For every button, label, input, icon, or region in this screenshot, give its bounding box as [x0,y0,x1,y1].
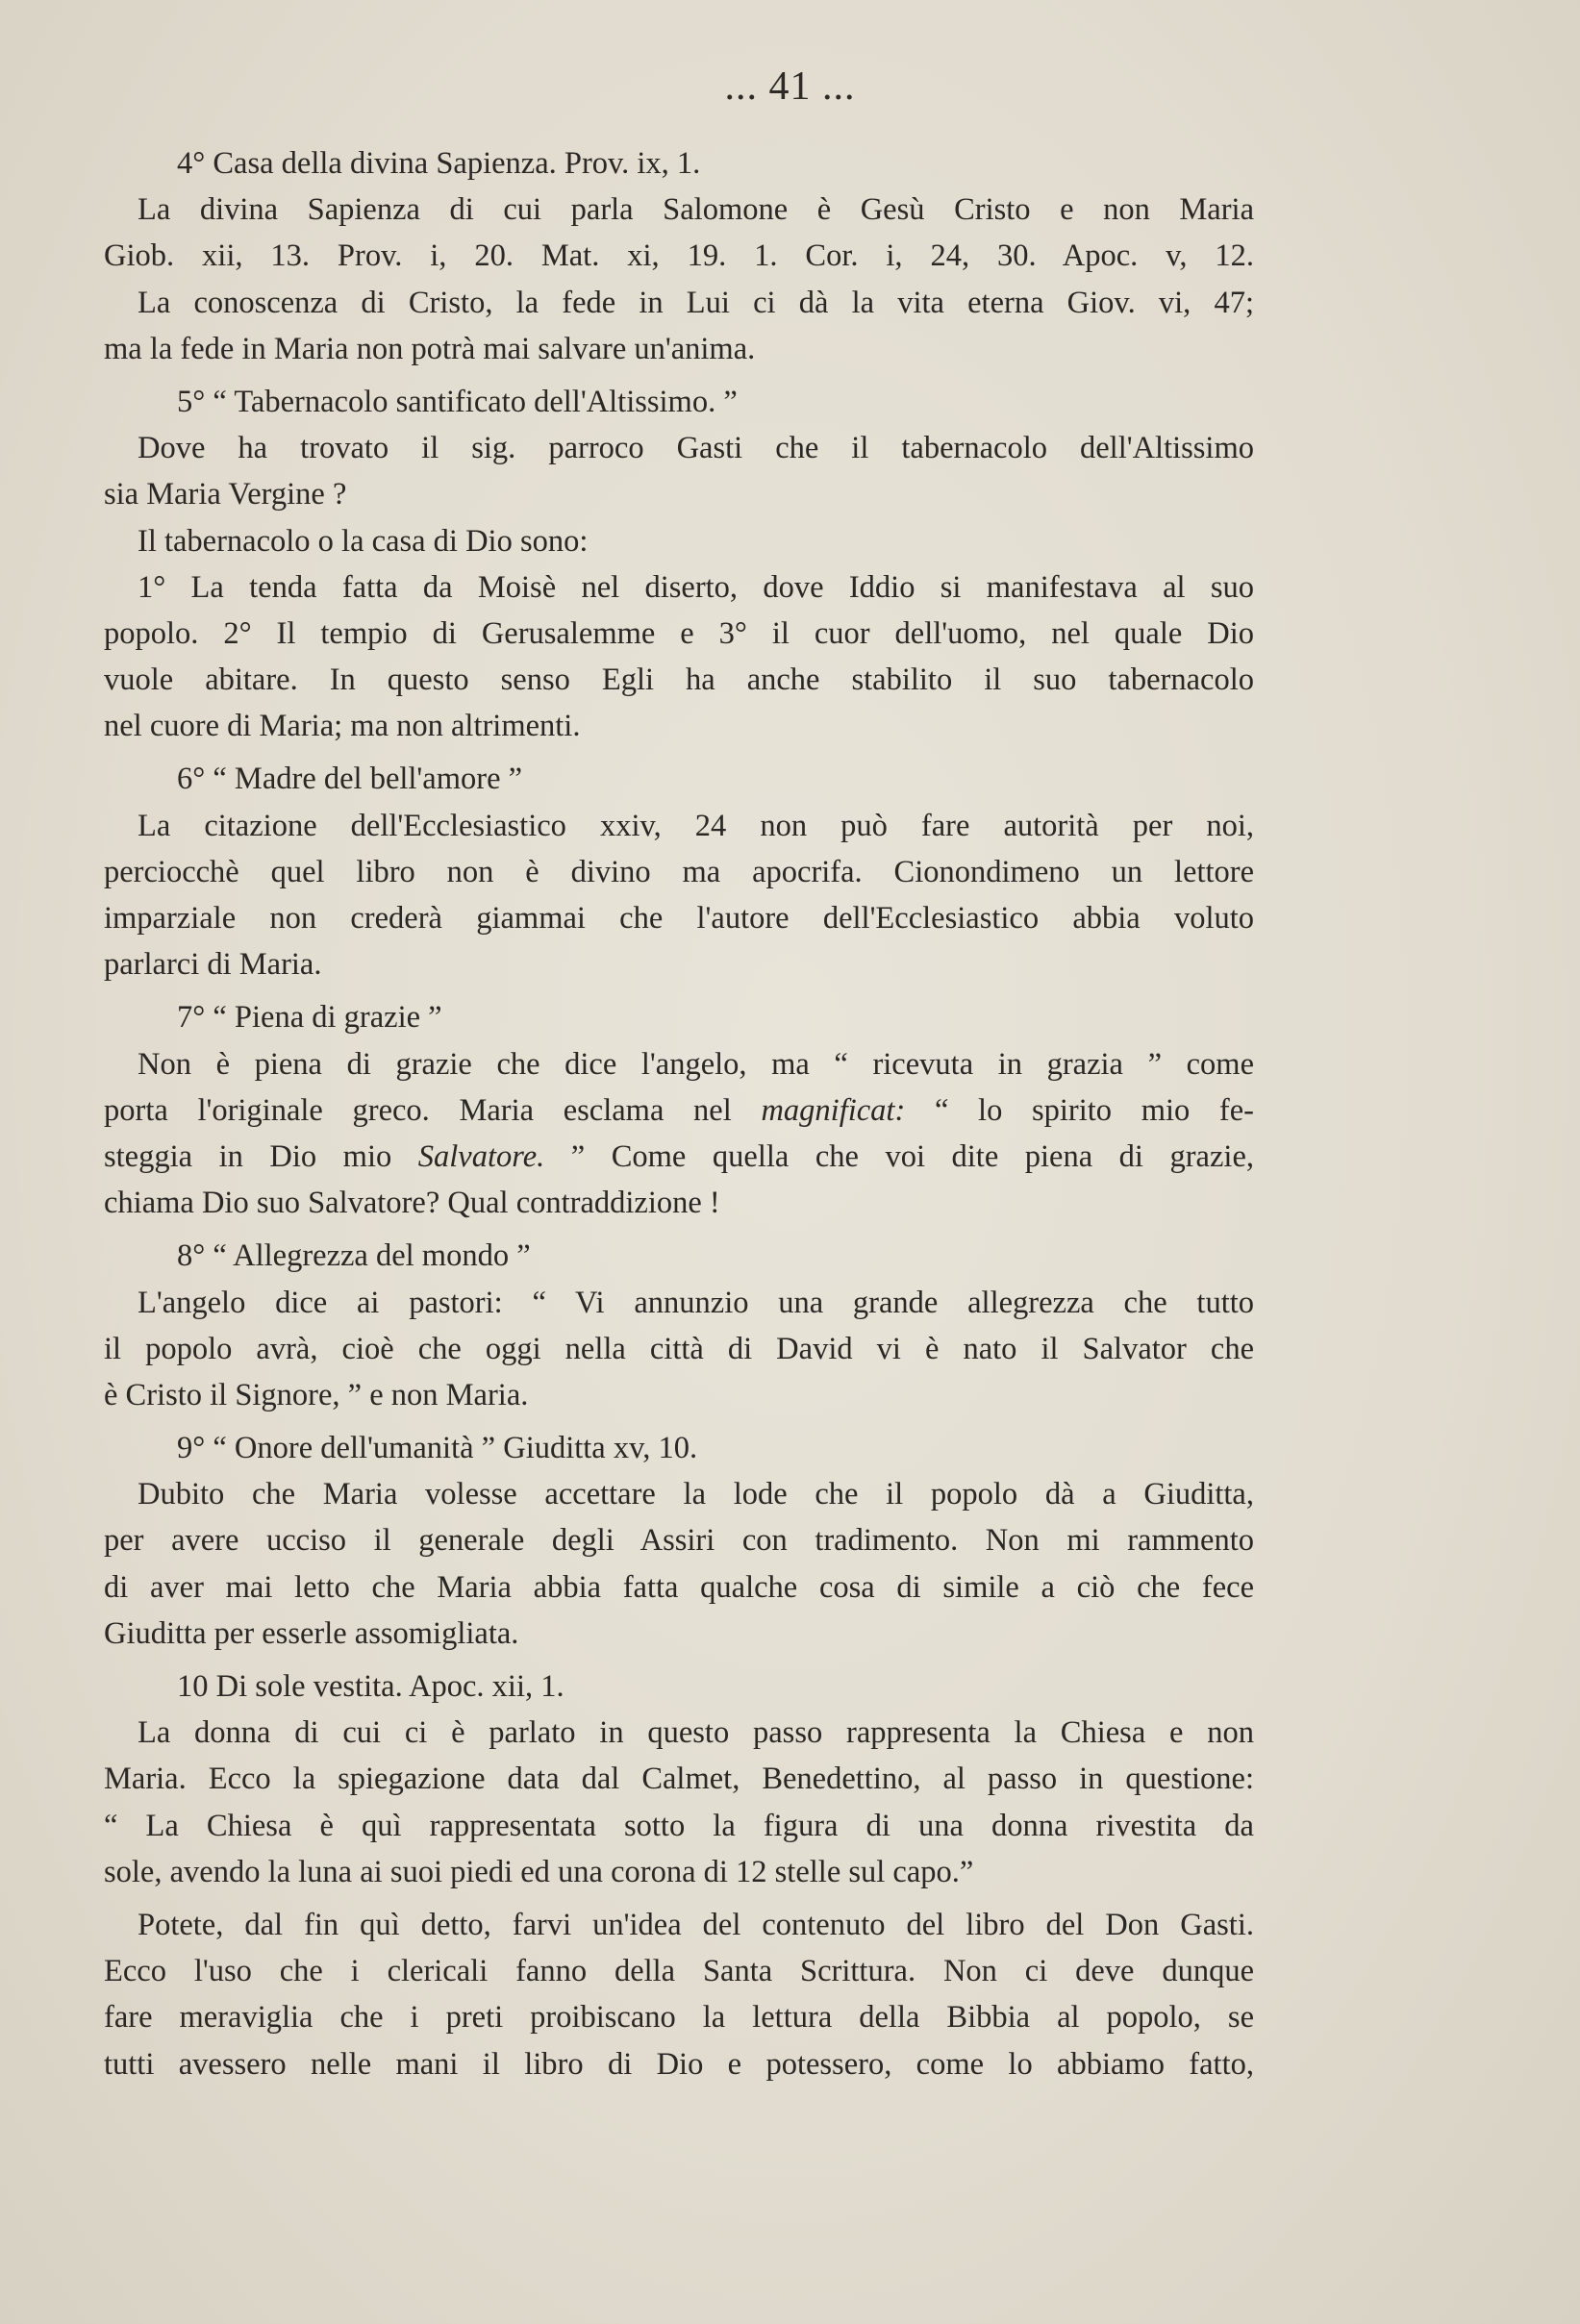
text-line: per avere ucciso il generale degli Assiri con tradimento. Non mi rammento [104,1523,1254,1559]
text-line: ma la fede in Maria non potrà mai salvare un'anima. [104,331,756,366]
text-line: di aver mai letto che Maria abbia fatta qualche cosa di simile a ciò che fece [104,1569,1254,1605]
text-line: Maria. Ecco la spiegazione data dal Calmet, Benedettino, al passo in questione: [104,1762,1254,1797]
text-line: Potete, dal fin quì detto, farvi un'idea del contenuto del libro del Don Gasti. [138,1907,1254,1942]
text-line: Dubito che Maria volesse accettare la lode che il popolo dà a Giuditta, [138,1477,1254,1512]
text-line: parlarci di Maria. [104,947,322,983]
text-line: La divina Sapienza di cui parla Salomone è Gesù Cristo e non Maria [138,192,1254,228]
text-line: Ecco l'uso che i clericali fanno della Santa Scrittura. Non ci deve dunque [104,1954,1254,1989]
italic-word: magnificat: [761,1092,906,1128]
text-line: il popolo avrà, cioè che oggi nella città di David vi è nato il Salvator che [104,1331,1254,1366]
text-line: è Cristo il Signore, ” e non Maria. [104,1377,529,1412]
text-line: sole, avendo la luna ai suoi piedi ed una corona di 12 stelle sul capo.” [104,1854,974,1889]
text-line: 1° La tenda fatta da Moisè nel diserto, dove Iddio si manifestava al suo [138,569,1254,605]
text-line: steggia in Dio mio Salvatore. ” Come quella che voi dite piena di grazie, [104,1138,1254,1174]
text-line: La conoscenza di Cristo, la fede in Lui ci dà la vita eterna Giov. vi, 47; [138,285,1254,320]
text-line: sia Maria Vergine ? [104,477,347,512]
text-line: popolo. 2° Il tempio di Gerusalemme e 3° il cuor dell'uomo, nel quale Dio [104,615,1254,651]
text-line: 10 Di sole vestita. Apoc. xii, 1. [177,1669,564,1704]
text-line: Il tabernacolo o la casa di Dio sono: [138,523,589,559]
text-line: 8° “ Allegrezza del mondo ” [177,1238,531,1274]
text-line: “ La Chiesa è quì rappresentata sotto la figura di una donna rivestita da [104,1808,1254,1843]
page-number: ... 41 ... [724,64,856,109]
text-line: 4° Casa della divina Sapienza. Prov. ix, 1. [177,146,701,181]
text-line: L'angelo dice ai pastori: “ Vi annunzio una grande allegrezza che tutto [138,1285,1254,1320]
text-line: nel cuore di Maria; ma non altrimenti. [104,709,581,744]
text-line: 9° “ Onore dell'umanità ” Giuditta xv, 10. [177,1431,698,1466]
text-line: imparziale non crederà giammai che l'autore dell'Ecclesiastico abbia voluto [104,901,1254,936]
text-line: La donna di cui ci è parlato in questo passo rappresenta la Chiesa e non [138,1715,1254,1751]
text-line: chiama Dio suo Salvatore? Qual contraddizione ! [104,1186,720,1221]
text-line: Giob. xii, 13. Prov. i, 20. Mat. xi, 19. 1. Cor. i, 24, 30. Apoc. v, 12. [104,238,1254,274]
text-line: vuole abitare. In questo senso Egli ha anche stabilito il suo tabernacolo [104,662,1254,698]
text-line: fare meraviglia che i preti proibiscano la lettura della Bibbia al popolo, se [104,2000,1254,2036]
text-line: 6° “ Madre del bell'amore ” [177,762,523,797]
text-line: tutti avessero nelle mani il libro di Dio e potessero, come lo abbiamo fatto, [104,2046,1254,2082]
text-line: 7° “ Piena di grazie ” [177,1000,442,1036]
body-text [104,140,1254,2087]
text-line: Dove ha trovato il sig. parroco Gasti che il tabernacolo dell'Altissimo [138,431,1254,466]
text-line: Non è piena di grazie che dice l'angelo, ma “ ricevuta in grazia ” come [138,1046,1254,1082]
text-line: 5° “ Tabernacolo santificato dell'Altissimo. ” [177,384,738,419]
text-line: La citazione dell'Ecclesiastico xxiv, 24 non può fare autorità per noi, [138,808,1254,843]
text-line: porta l'originale greco. Maria esclama nel magnificat: “ lo spirito mio fe- [104,1092,1254,1128]
text-line: Giuditta per esserle assomigliata. [104,1615,519,1651]
italic-word: Salvatore. [417,1138,545,1174]
text-line: perciocchè quel libro non è divino ma apocrifa. Cionondimeno un lettore [104,854,1254,889]
